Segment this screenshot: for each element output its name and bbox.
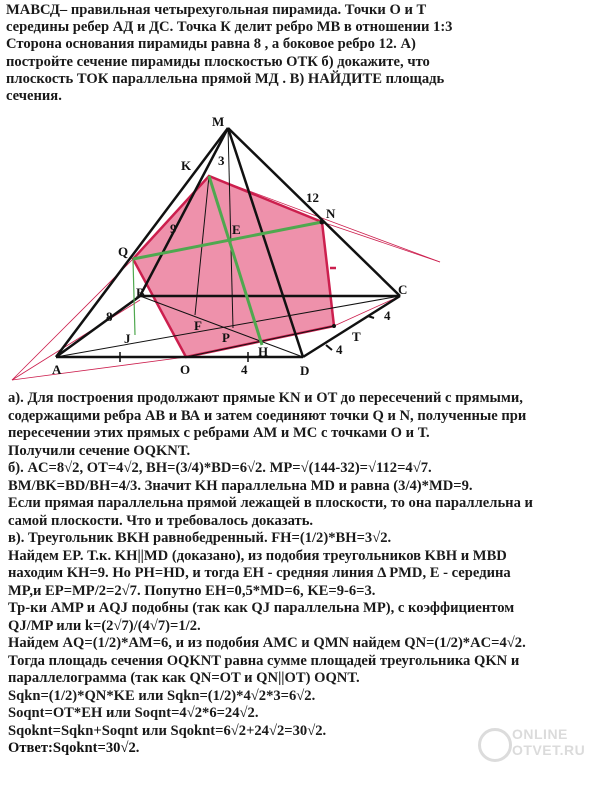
tick-mark: [326, 345, 332, 350]
label-J: J: [124, 331, 131, 346]
label-12: 12: [306, 190, 319, 205]
solution-line: параллелограмма (так как QN=OT и QN||OT) OQNT.: [8, 670, 360, 686]
point-T-dot: [332, 324, 336, 328]
problem-line: Сторона основания пирамиды равна 8 , а боковое ребро 12. А): [6, 36, 416, 53]
label-A: A: [52, 362, 62, 377]
solution-line: Получили сечение OQKNT.: [8, 442, 191, 459]
label-H: H: [258, 344, 269, 359]
solution-line: находим KH=9. Но PH=HD, и тогда EH - средняя линия Δ PMD, E - середина: [8, 565, 511, 581]
label-Q: Q: [118, 244, 129, 259]
solution-line: пересечении этих прямых с ребрами АМ и МС с точками О и Т.: [8, 425, 430, 441]
pyramid-figure: [0, 110, 602, 390]
problem-line: МАВСД– правильная четырехугольная пирамида. Точки О и Т: [6, 2, 427, 18]
solution-line: Sqoknt=Sqkn+Soqnt или Sqoknt=6√2+24√2=30√2.: [8, 722, 327, 739]
solution-line: б). AC=8√2, OT=4√2, BH=(3/4)*BD=6√2. MP=√(144-32)=√112=4√7.: [8, 460, 432, 476]
label-O: O: [180, 362, 191, 377]
label-N: N: [326, 206, 336, 221]
solution-text: [8, 390, 600, 758]
label-9: 9: [170, 221, 177, 236]
label-E: E: [232, 222, 241, 237]
solution-line: Тр-ки AMP и AQJ подобны (так как QJ параллельна MP), с коэффициентом: [8, 600, 515, 616]
label-C: C: [398, 282, 408, 297]
solution-line: Если прямая параллельна прямой лежащей в плоскости, то она параллельна и: [8, 495, 533, 511]
tick-mark: [368, 316, 374, 318]
solution-line: BM/BK=BD/BH=4/3. Значит KH параллельна MD и равна (3/4)*MD=9.: [8, 477, 473, 494]
label-T: T: [352, 329, 361, 344]
label-4-bottom: 4: [241, 362, 248, 377]
solution-line: Найдем AQ=(1/2)*AM=6, и из подобия AMC и QMN найдем QN=(1/2)*AC=4√2.: [8, 635, 526, 651]
answer-line: Ответ:Sqoknt=30√2.: [8, 740, 140, 756]
problem-line: середины ребер АД и ДС. Точка К делит ребро МВ в отношении 1:3: [6, 19, 453, 36]
problem-line: постройте сечение пирамиды плоскостью ОТК б) докажите, что: [6, 53, 430, 70]
solution-line: MP,и EP=MP/2=2√7. Попутно EH=0,5*MD=6, KE=9-6=3.: [8, 582, 376, 599]
label-3: 3: [218, 153, 225, 168]
problem-statement: [6, 2, 596, 105]
solution-line: самой плоскости. Что и требовалось доказать.: [8, 512, 314, 529]
watermark-text: [512, 726, 585, 758]
solution-line: Soqnt=OT*EH или Soqnt=4√2*6=24√2.: [8, 705, 259, 721]
green-line-QJ: [133, 259, 135, 335]
label-4-right: 4: [384, 308, 391, 323]
label-M: M: [212, 114, 225, 129]
label-P: P: [222, 330, 230, 345]
construction-line: [322, 222, 440, 262]
label-4-mid: 4: [336, 342, 343, 357]
solution-line: содержащими ребра АВ и ВА и затем соединяют точки Q и N, полученные при: [8, 407, 527, 424]
watermark: [472, 724, 592, 768]
watermark-logo-icon: [478, 728, 512, 762]
solution-line: а). Для построения продолжают прямые KN и OT до пересечений с прямыми,: [8, 390, 523, 406]
point-N-dot: [320, 220, 325, 225]
edge-AB: [56, 296, 140, 357]
label-K: K: [181, 158, 192, 173]
problem-line: сечения.: [6, 88, 62, 105]
label-B: B: [136, 285, 145, 300]
label-F: F: [194, 318, 202, 333]
solution-line: Тогда площадь сечения OQKNT равна сумме площадей треугольника QKN и: [8, 652, 520, 669]
solution-line: Найдем EP. Т.к. KH||MD (доказано), из подобия треугольников KBH и MBD: [8, 547, 507, 564]
solution-line: QJ/MP или k=(2√7)/(4√7)=1/2.: [8, 617, 201, 634]
solution-line: Sqkn=(1/2)*QN*KE или Sqkn=(1/2)*4√2*3=6√2.: [8, 687, 316, 704]
solution-line: в). Треугольник BKH равнобедренный. FH=(1/2)*BH=3√2.: [8, 530, 392, 546]
label-D: D: [300, 363, 310, 378]
problem-line: плоскость ТОК параллельна прямой МД . В) НАЙДИТЕ площадь: [6, 70, 445, 87]
construction-line: [12, 357, 186, 380]
construction-line: [12, 300, 140, 380]
watermark-line1: ONLINE: [512, 726, 568, 742]
watermark-line2: OTVET.RU: [512, 742, 586, 758]
label-8: 8: [106, 309, 113, 324]
